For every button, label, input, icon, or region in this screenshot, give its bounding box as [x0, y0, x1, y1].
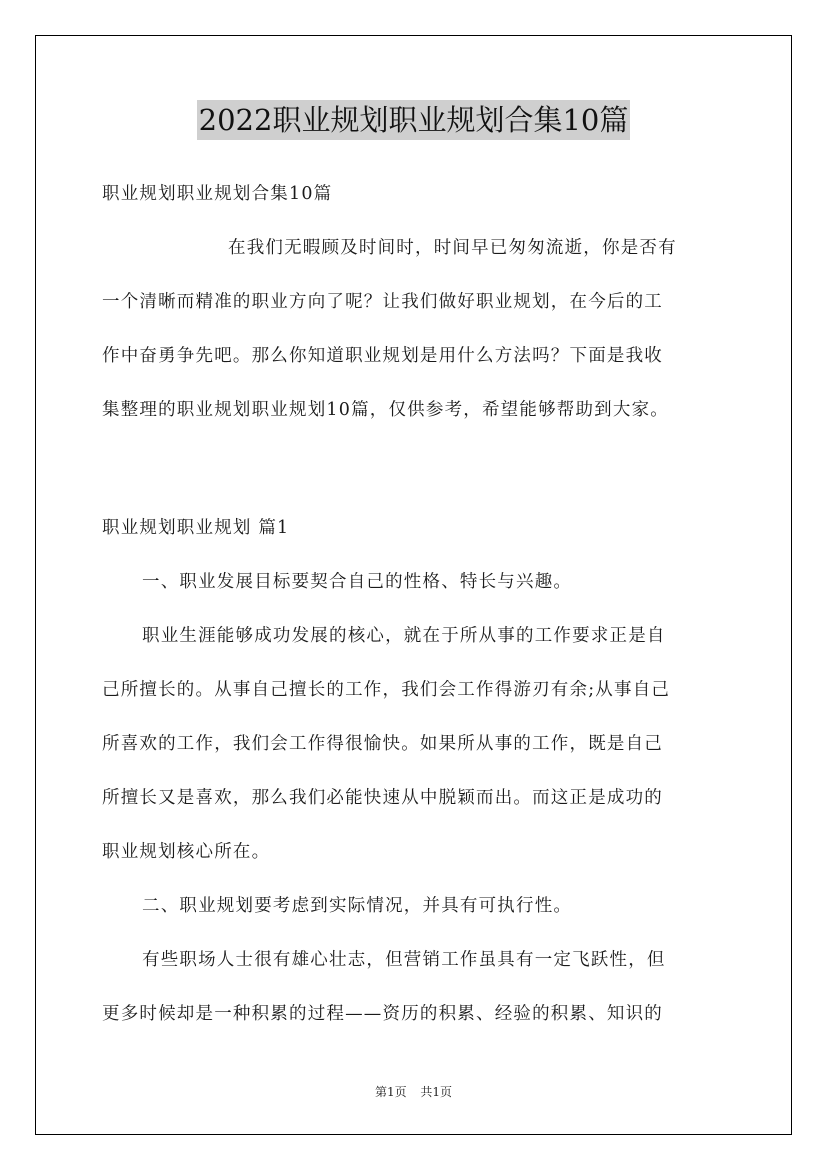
page-number: 第1页	[374, 1085, 407, 1099]
point-heading: 一、职业发展目标要契合自己的性格、特长与兴趣。	[142, 572, 573, 592]
intro-line: 一个清晰而精准的职业方向了呢？让我们做好职业规划，在今后的工	[102, 292, 663, 312]
document-body	[102, 172, 742, 1046]
page-footer	[0, 1083, 827, 1100]
page-total: 共1页	[420, 1085, 453, 1099]
title-container	[0, 100, 827, 140]
paragraph-line: 所擅长又是喜欢，那么我们必能快速从中脱颖而出。而这正是成功的	[102, 788, 663, 808]
paragraph-line: 职业生涯能够成功发展的核心，就在于所从事的工作要求正是自	[142, 626, 666, 646]
intro-line: 集整理的职业规划职业规划10篇，仅供参考，希望能够帮助到大家。	[102, 400, 669, 420]
intro-line: 在我们无暇顾及时间时，时间早已匆匆流逝，你是否有	[228, 238, 677, 258]
paragraph-line: 有些职场人士很有雄心壮志，但营销工作虽具有一定飞跃性，但	[142, 950, 666, 970]
document-title: 2022职业规划职业规划合集10篇	[197, 100, 631, 140]
point-heading: 二、职业规划要考虑到实际情况，并具有可执行性。	[142, 896, 573, 916]
section-spacer	[102, 442, 742, 506]
intro-line: 作中奋勇争先吧。那么你知道职业规划是用什么方法吗？下面是我收	[102, 346, 663, 366]
document-subtitle: 职业规划职业规划合集10篇	[102, 184, 333, 204]
paragraph-line: 职业规划核心所在。	[102, 842, 271, 862]
paragraph-line: 所喜欢的工作，我们会工作得很愉快。如果所从事的工作，既是自己	[102, 734, 663, 754]
paragraph-line: 己所擅长的。从事自己擅长的工作，我们会工作得游刃有余;从事自己	[102, 680, 671, 700]
section-heading: 职业规划职业规划 篇1	[102, 518, 290, 538]
paragraph-line: 更多时候却是一种积累的过程——资历的积累、经验的积累、知识的	[102, 1004, 663, 1024]
